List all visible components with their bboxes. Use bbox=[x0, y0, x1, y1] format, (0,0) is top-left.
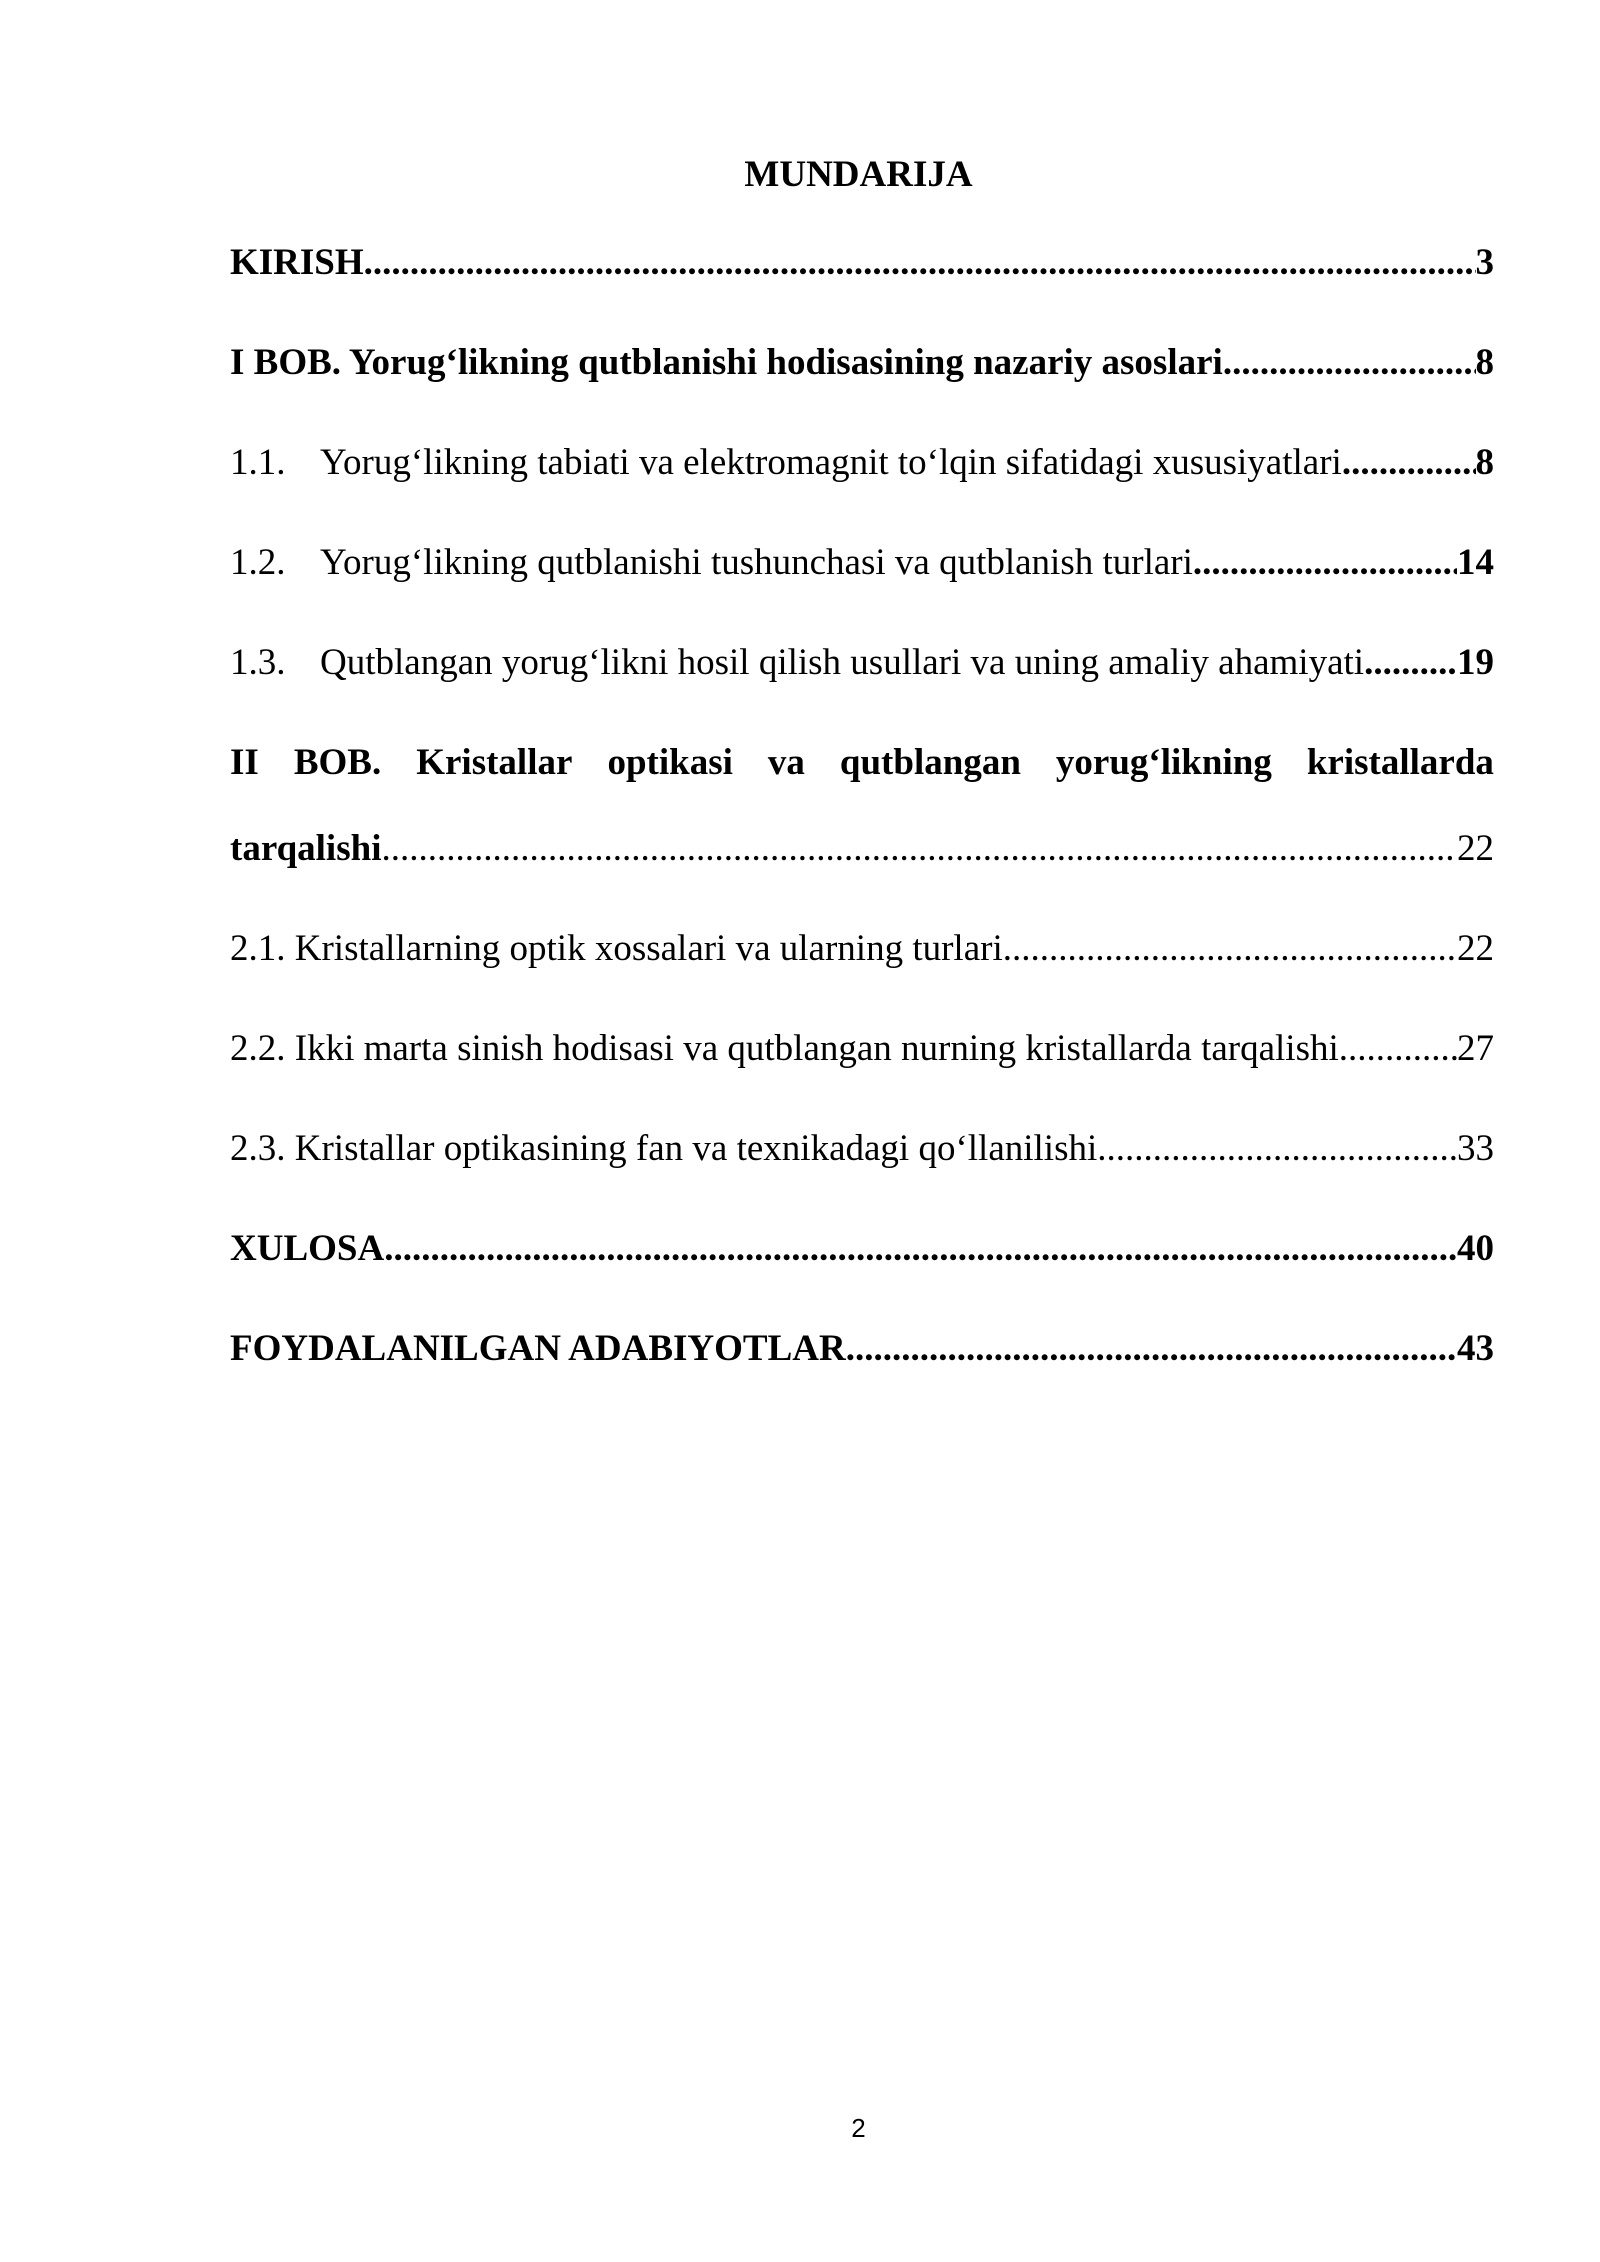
toc-entry-xulosa bbox=[230, 1224, 1494, 1274]
toc-entry-page: 43 bbox=[1457, 1328, 1494, 1369]
toc-entry-page: 27 bbox=[1457, 1028, 1494, 1069]
toc-entry-title: 2.1. Kristallarning optik xossalari va ularning turlari bbox=[230, 928, 1003, 969]
toc-entry-kirish bbox=[230, 238, 1494, 288]
page-title: MUNDARIJA bbox=[744, 154, 973, 195]
toc-entry-section-2-1 bbox=[230, 924, 1494, 974]
toc-entry-number: 1.3. bbox=[230, 642, 286, 683]
toc-entry-word: optikasi bbox=[607, 742, 733, 783]
toc-entry-page: 3 bbox=[1475, 242, 1494, 283]
toc-entry-word: BOB. bbox=[293, 742, 382, 783]
toc-entry-word: yorug‘likning bbox=[1055, 742, 1272, 783]
toc-entry-page: 40 bbox=[1457, 1228, 1494, 1269]
toc-entry-title: tarqalishi bbox=[230, 828, 382, 869]
toc-entry-section-2-3 bbox=[230, 1124, 1494, 1174]
dot-leader bbox=[1193, 538, 1457, 588]
toc-entry-title: 2.2. Ikki marta sinish hodisasi va qutblangan nurning kristallarda tarqalishi bbox=[230, 1028, 1339, 1069]
toc-entry-page: 14 bbox=[1457, 542, 1494, 583]
toc-entry-title: I BOB. Yorug‘likning qutblanishi hodisasining nazariy asoslari bbox=[230, 342, 1223, 383]
dot-leader bbox=[1003, 924, 1457, 974]
toc-entry-number: 1.1. bbox=[230, 442, 286, 483]
toc-entry-page: 22 bbox=[1457, 828, 1494, 869]
dot-leader bbox=[1097, 1124, 1457, 1174]
toc-entry-bibliography bbox=[230, 1324, 1494, 1374]
toc-entry-title: FOYDALANILGAN ADABIYOTLAR bbox=[230, 1328, 846, 1369]
toc-entry-page: 19 bbox=[1457, 642, 1494, 683]
toc-entry-page: 33 bbox=[1457, 1128, 1494, 1169]
toc-entry-word: II bbox=[230, 742, 259, 783]
toc-entry-title: XULOSA bbox=[230, 1228, 385, 1269]
toc-entry-section-1-2 bbox=[230, 538, 1494, 588]
toc-entry-chapter-2-line-1 bbox=[230, 738, 1494, 788]
dot-leader bbox=[1342, 438, 1476, 488]
dot-leader bbox=[364, 238, 1476, 288]
toc-entry-number: 1.2. bbox=[230, 542, 286, 583]
toc-entry-title: Qutblangan yorug‘likni hosil qilish usullari va uning amaliy ahamiyati bbox=[320, 642, 1365, 683]
dot-leader bbox=[1223, 338, 1476, 388]
toc-entry-title: 2.3. Kristallar optikasining fan va texnikadagi qo‘llanilishi bbox=[230, 1128, 1098, 1169]
dot-leader bbox=[1339, 1024, 1457, 1074]
toc-entry-section-1-1 bbox=[230, 438, 1494, 488]
toc-entry-chapter-1 bbox=[230, 338, 1494, 388]
dot-leader bbox=[846, 1324, 1457, 1374]
toc-entry-word: qutblangan bbox=[839, 742, 1021, 783]
toc-entry-word: va bbox=[767, 742, 805, 783]
toc-entry-section-2-2 bbox=[230, 1024, 1494, 1074]
dot-leader bbox=[1364, 638, 1457, 688]
page-number: 2 bbox=[851, 2113, 866, 2143]
toc-entry-word: Kristallar bbox=[416, 742, 573, 783]
toc-entry-title: Yorug‘likning tabiati va elektromagnit to‘lqin sifatidagi xususiyatlari bbox=[320, 442, 1342, 483]
toc-entry-page: 8 bbox=[1475, 442, 1494, 483]
toc-entry-word: kristallarda bbox=[1306, 742, 1494, 783]
toc-entry-page: 8 bbox=[1475, 342, 1494, 383]
toc-entry-chapter-2-line-2 bbox=[230, 824, 1494, 874]
toc-entry-title: KIRISH bbox=[230, 242, 364, 283]
dot-leader bbox=[384, 1224, 1457, 1274]
toc-entry-page: 22 bbox=[1457, 928, 1494, 969]
dot-leader bbox=[381, 824, 1457, 874]
toc-entry-title: Yorug‘likning qutblanishi tushunchasi va qutblanish turlari bbox=[320, 542, 1193, 583]
toc-entry-section-1-3 bbox=[230, 638, 1494, 688]
